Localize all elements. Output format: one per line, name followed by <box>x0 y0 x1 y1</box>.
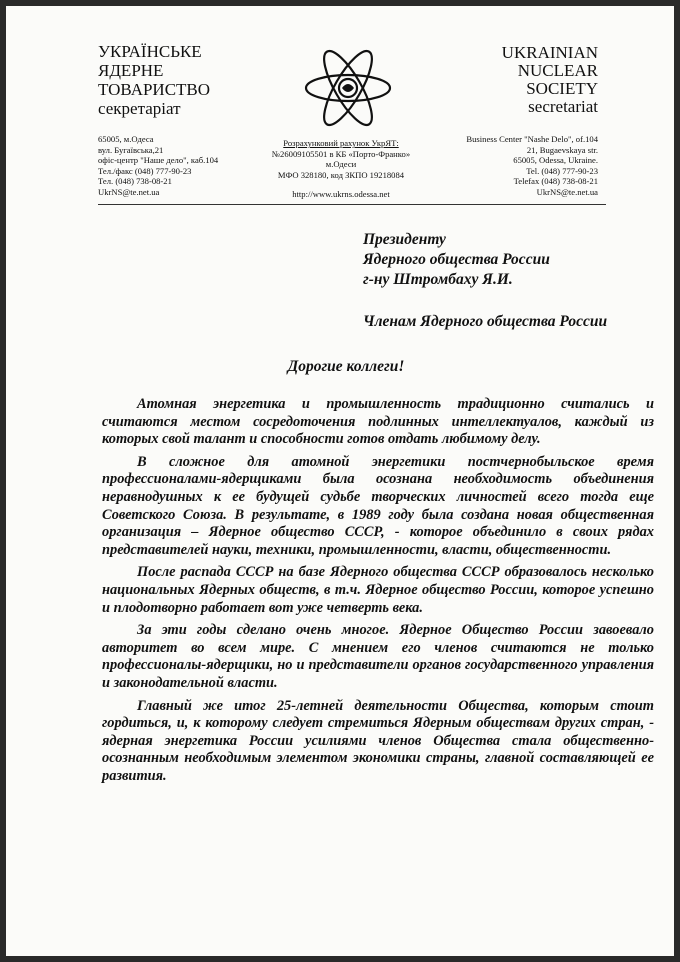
addressee-line: Президенту <box>363 231 446 248</box>
header-en-line: SOCIETY <box>526 79 598 98</box>
header-ua-line: ТОВАРИСТВО <box>98 80 211 99</box>
header-ua-line: ЯДЕРНЕ <box>98 61 164 80</box>
address-line: офіс-центр "Наше дело", каб.104 <box>98 155 219 165</box>
header-en-line: NUCLEAR <box>517 61 598 80</box>
addressee-block <box>363 230 607 332</box>
addressee-members: Членам Ядерного общества России <box>363 313 608 330</box>
header-en-line: secretariat <box>528 97 598 116</box>
letter-body <box>102 396 654 790</box>
address-line: 65005, Odessa, Ukraine. <box>513 155 598 165</box>
paragraph: Главный же итог 25-летней деятельности Общества, которым стоит гордиться, и, к которому следует стремиться Ядерным обществам других стран, - ядерная энергетика России усилиями членов Общества стала общественно-осознанным необходимым элементом экономики страны, главной составляющей ее развития. <box>102 697 654 784</box>
paragraph: За эти годы сделано очень многое. Ядерное Общество России завоевало авторитет во всем мире. С мнением его членов считаются не только профессионалы-ядерщики, но и представители органов государственного управления и законодательной власти. <box>102 622 654 691</box>
addressee-line: г-ну Штромбаху Я.И. <box>363 271 513 288</box>
address-line: 65005, м.Одеса <box>98 134 154 144</box>
paragraph: В сложное для атомной энергетики постчернобыльское время профессионалами-ядерщиками была осознана необходимость объединения неравнодушных к ее будущей судьбе творческих личностей всего тогда еще Советского Союза. В результате, в 1989 году была создана новая общественная организация – Ядерное общество СССР, - которое объединило в своих рядах представителей науки, техники, промышленности, власти, общественности. <box>102 453 654 558</box>
bank-details <box>256 138 426 200</box>
header-ua-line: секретаріат <box>98 99 181 118</box>
addressee-line: Ядерного общества России <box>363 251 550 268</box>
atom-logo-icon <box>302 42 394 130</box>
address-line: UkrNS@te.net.ua <box>536 186 598 197</box>
bank-line: м.Одеси <box>325 159 357 169</box>
paragraph: Атомная энергетика и промышленность традиционно считались и считаются местом сосредоточения подлинных интеллектуалов, каждый из которых свой талант и способности готов отдать любимому делу. <box>102 396 654 448</box>
bank-line: №26009105501 в КБ «Порто-Франко» <box>271 148 411 159</box>
bank-line: МФО 328180, код ЗКПО 19218084 <box>277 169 405 180</box>
address-english <box>466 134 598 197</box>
address-line: Тел. (048) 738-08-21 <box>98 176 172 186</box>
address-ukrainian <box>98 134 218 197</box>
website-url: http://www.ukrns.odessa.net <box>292 189 390 199</box>
address-line: 21, Bugaevskaya str. <box>526 144 598 155</box>
address-line: UkrNS@te.net.ua <box>98 186 160 197</box>
address-line: вул. Бугаївська,21 <box>98 144 164 155</box>
paragraph: После распада СССР на базе Ядерного общества СССР образовалось несколько национальных Ядерных обществ, в т.ч. Ядерное общество России, которое успешно и плодотворно работает вот уже четверть века. <box>102 564 654 616</box>
letter-page <box>6 6 674 956</box>
bank-account-label: Розрахунковий рахунок УкрЯТ: <box>283 138 399 148</box>
header-en-line: UKRAINIAN <box>501 43 598 62</box>
address-line: Telefax (048) 738-08-21 <box>513 176 598 186</box>
address-line: Тел./факс (048) 777-90-23 <box>98 165 192 176</box>
header-ua-line: УКРАЇНСЬКЕ <box>98 42 202 61</box>
address-line: Business Center "Nashe Delo", of.104 <box>466 134 598 144</box>
address-line: Tel. (048) 777-90-23 <box>526 165 598 176</box>
header-ukrainian <box>98 42 210 118</box>
header-english <box>502 44 598 116</box>
header-divider <box>98 204 606 205</box>
greeting: Дорогие коллеги! <box>287 358 405 375</box>
